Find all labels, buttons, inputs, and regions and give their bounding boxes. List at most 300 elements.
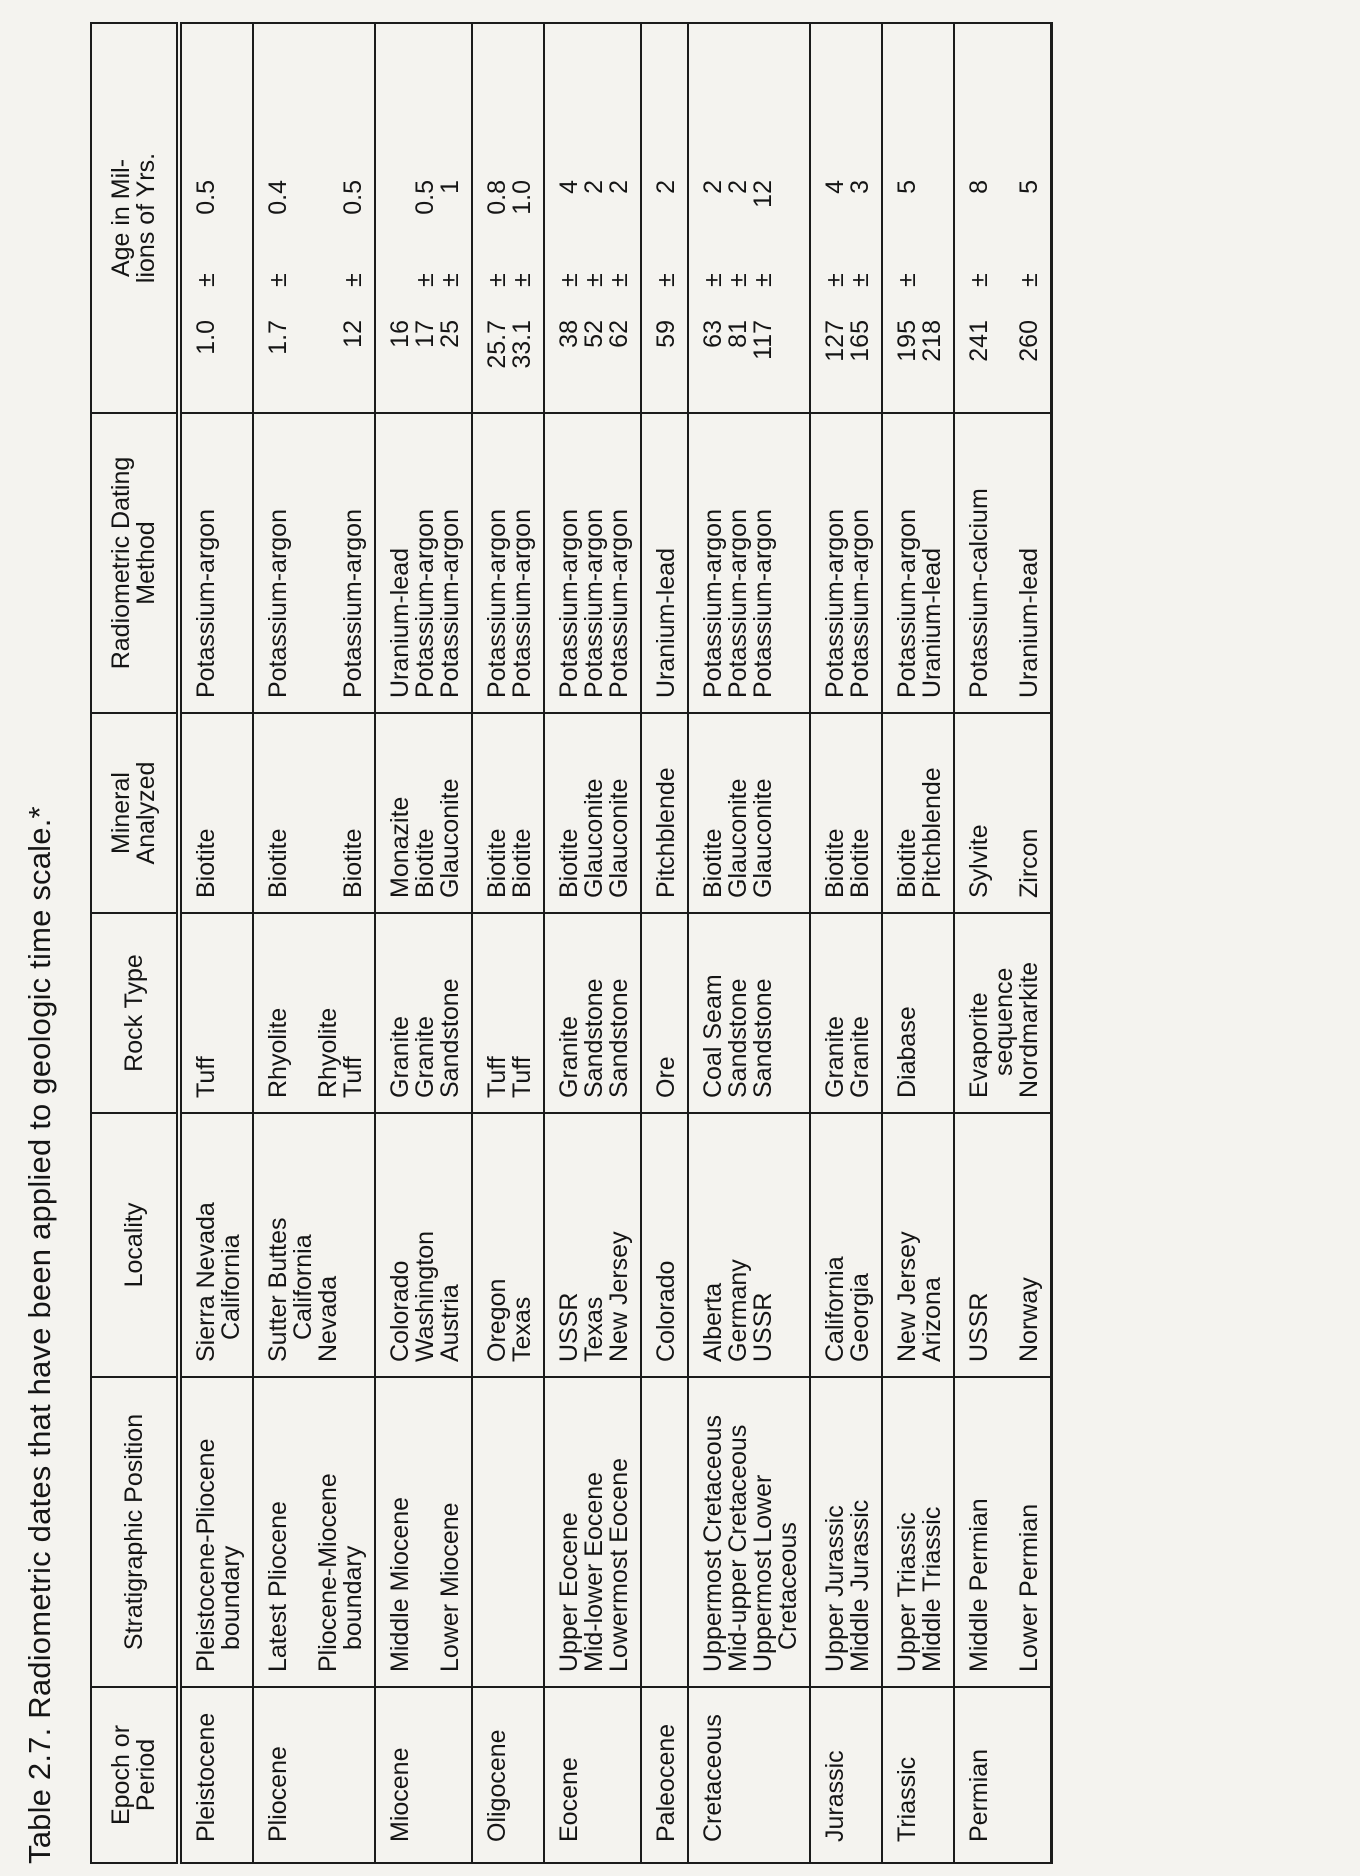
- age-line: [701, 30, 726, 392]
- cell-mineral-line: Glauconite: [605, 778, 633, 898]
- cell-mineral-line: Biotite: [483, 828, 511, 898]
- cell-mineral-line: Glauconite: [580, 778, 608, 898]
- header-text: Age in Mil-: [107, 158, 135, 278]
- cell-locality-line: New Jersey: [893, 1231, 921, 1362]
- cell-method-line: Potassium-argon: [724, 509, 752, 698]
- cell-stratigraphic-position-line: Middle Permian: [965, 1498, 993, 1672]
- cell-method-line: Potassium-calcium: [965, 488, 993, 698]
- header-dating-method: [91, 413, 179, 713]
- age-plus-minus: ±: [1015, 273, 1043, 287]
- cell-method-line: Potassium-argon: [555, 509, 583, 698]
- age-value: 17: [411, 320, 439, 348]
- cell-mineral: [688, 713, 810, 913]
- age-plus-minus: [291, 240, 316, 320]
- cell-rock-type: [544, 913, 641, 1113]
- age-error: 3: [846, 180, 874, 194]
- cell-rock-type-line: Sandstone: [436, 978, 464, 1098]
- cell-mineral-line: Glauconite: [724, 778, 752, 898]
- cell-rock-type-line: Sandstone: [605, 978, 633, 1098]
- cell-epoch: [472, 1687, 544, 1863]
- cell-rock-type-line: Rhyolite: [314, 1007, 342, 1098]
- age-value: 33.1: [508, 320, 536, 369]
- cell-locality-line: Sierra Nevada: [192, 1202, 220, 1362]
- age-value: [291, 320, 316, 392]
- cell-rock-type-line: Sandstone: [580, 978, 608, 1098]
- age-plus-minus: ±: [724, 273, 752, 287]
- cell-rock-type-line: Ore: [652, 1056, 680, 1098]
- age-line: [194, 30, 219, 392]
- age-value: 218: [918, 320, 946, 362]
- age-error: [291, 180, 316, 240]
- cell-stratigraphic-position-line: Upper Triassic: [893, 1512, 921, 1672]
- header-text: Mineral: [107, 772, 135, 854]
- table-row: [688, 23, 810, 1863]
- cell-method-line: Potassium-argon: [699, 509, 727, 698]
- cell-rock-type-line: Granite: [555, 1016, 583, 1098]
- cell-rock-type: [810, 913, 882, 1113]
- cell-stratigraphic-position-line: Lowermost Eocene: [605, 1457, 633, 1672]
- cell-mineral: [472, 713, 544, 913]
- cell-locality-line: California: [289, 1234, 317, 1340]
- table-row: [375, 23, 472, 1863]
- cell-rock-type: [641, 913, 688, 1113]
- header-row: [91, 23, 179, 1863]
- age-plus-minus: ±: [580, 273, 608, 287]
- header-text: lions of Yrs.: [132, 152, 160, 284]
- cell-rock-type: [882, 913, 954, 1113]
- age-value: 241: [965, 320, 993, 362]
- age-line: [485, 30, 510, 392]
- cell-stratigraphic-position-line: Lower Permian: [1015, 1503, 1043, 1672]
- cell-age: [544, 23, 641, 413]
- age-line: [316, 30, 341, 392]
- cell-stratigraphic-position-line: Upper Jurassic: [821, 1505, 849, 1672]
- cell-mineral: [544, 713, 641, 913]
- header-text: Radiometric Dating: [107, 456, 135, 670]
- age-value: 12: [339, 320, 367, 348]
- cell-locality-line: New Jersey: [605, 1231, 633, 1362]
- cell-mineral-line: Pitchblende: [652, 767, 680, 898]
- cell-mineral-line: Monazite: [386, 796, 414, 898]
- cell-rock-type: [688, 913, 810, 1113]
- cell-rock-type-line: sequence: [990, 967, 1018, 1076]
- header-text: Epoch or: [107, 1724, 135, 1826]
- age-line: [895, 30, 920, 392]
- header-age: [91, 23, 179, 413]
- age-value: 63: [699, 320, 727, 348]
- cell-stratigraphic-position: [472, 1377, 544, 1687]
- age-value: [316, 320, 341, 392]
- table-row: [253, 23, 375, 1863]
- cell-mineral-line: [992, 720, 1017, 898]
- age-error: 8: [965, 180, 993, 194]
- cell-mineral-line: Glauconite: [436, 778, 464, 898]
- cell-epoch-line: Pliocene: [264, 1746, 292, 1842]
- cell-mineral-line: [316, 720, 341, 898]
- cell-method-line: Potassium-argon: [580, 509, 608, 698]
- cell-mineral: [179, 713, 253, 913]
- cell-age: [253, 23, 375, 413]
- age-error: 2: [605, 180, 633, 194]
- age-error: 0.5: [339, 180, 367, 215]
- cell-stratigraphic-position-line: Uppermost Lower: [749, 1474, 777, 1672]
- age-line: [848, 30, 873, 392]
- header-mineral-analyzed: [91, 713, 179, 913]
- cell-locality: [810, 1113, 882, 1377]
- cell-mineral-line: Biotite: [846, 828, 874, 898]
- cell-method: [688, 413, 810, 713]
- cell-locality: [375, 1113, 472, 1377]
- age-plus-minus: ±: [965, 273, 993, 287]
- cell-locality-line: Texas: [580, 1296, 608, 1362]
- cell-rock-type-line: Granite: [821, 1016, 849, 1098]
- age-plus-minus: ±: [893, 273, 921, 287]
- header-text: Method: [132, 521, 160, 605]
- cell-method-line: Potassium-argon: [411, 509, 439, 698]
- age-line: [920, 30, 945, 392]
- age-line: [438, 30, 463, 392]
- header-rock-type: [91, 913, 179, 1113]
- cell-mineral-line: Zircon: [1015, 828, 1043, 898]
- age-line: [341, 30, 366, 392]
- cell-mineral: [641, 713, 688, 913]
- cell-method: [253, 413, 375, 713]
- table-row: [641, 23, 688, 1863]
- age-value: 62: [605, 320, 633, 348]
- cell-stratigraphic-position: [375, 1377, 472, 1687]
- age-line: [582, 30, 607, 392]
- cell-stratigraphic-position: [179, 1377, 253, 1687]
- age-error: 4: [821, 180, 849, 194]
- table-row: [179, 23, 253, 1863]
- cell-age: [954, 23, 1052, 413]
- age-error: 0.5: [192, 180, 220, 215]
- cell-method: [375, 413, 472, 713]
- cell-rock-type: [954, 913, 1052, 1113]
- age-plus-minus: [388, 240, 413, 320]
- cell-rock-type-line: Diabase: [893, 1006, 921, 1098]
- header-stratigraphic-position: [91, 1377, 179, 1687]
- cell-rock-type-line: Nordmarkite: [1015, 961, 1043, 1098]
- cell-locality-line: Sutter Buttes: [264, 1217, 292, 1362]
- age-value: 127: [821, 320, 849, 362]
- cell-rock-type-line: Tuff: [483, 1056, 511, 1098]
- cell-stratigraphic-position-line: Middle Triassic: [918, 1506, 946, 1672]
- age-value: 25.7: [483, 320, 511, 369]
- age-line: [388, 30, 413, 392]
- cell-epoch-line: Permian: [965, 1748, 993, 1842]
- age-error: 2: [699, 180, 727, 194]
- cell-epoch: [954, 1687, 1052, 1863]
- cell-locality-line: California: [821, 1256, 849, 1362]
- cell-locality-line: Germany: [724, 1259, 752, 1362]
- cell-method-line: Potassium-argon: [436, 509, 464, 698]
- cell-epoch: [688, 1687, 810, 1863]
- cell-stratigraphic-position: [253, 1377, 375, 1687]
- cell-stratigraphic-position-line: boundary: [339, 1545, 367, 1650]
- cell-method: [641, 413, 688, 713]
- cell-epoch-line: Miocene: [386, 1747, 414, 1842]
- age-line: [823, 30, 848, 392]
- header-text: Analyzed: [132, 761, 160, 865]
- age-line: [557, 30, 582, 392]
- age-line: [967, 30, 992, 392]
- cell-mineral-line: Biotite: [508, 828, 536, 898]
- cell-rock-type-line: Tuff: [508, 1056, 536, 1098]
- cell-epoch: [882, 1687, 954, 1863]
- cell-method-line: Potassium-argon: [192, 509, 220, 698]
- header-epoch: [91, 1687, 179, 1863]
- cell-mineral-line: Biotite: [192, 828, 220, 898]
- cell-method-line: Potassium-argon: [605, 509, 633, 698]
- age-error: [920, 180, 945, 240]
- age-line: [992, 30, 1017, 392]
- cell-method: [810, 413, 882, 713]
- cell-stratigraphic-position-line: Mid-lower Eocene: [580, 1471, 608, 1672]
- age-value: 25: [436, 320, 464, 348]
- age-plus-minus: ±: [605, 273, 633, 287]
- cell-age: [472, 23, 544, 413]
- cell-epoch: [544, 1687, 641, 1863]
- age-error: 2: [652, 180, 680, 194]
- cell-stratigraphic-position-line: [291, 1384, 316, 1672]
- table-row: [472, 23, 544, 1863]
- cell-mineral-line: Pitchblende: [918, 767, 946, 898]
- cell-epoch: [253, 1687, 375, 1863]
- cell-age: [688, 23, 810, 413]
- cell-method-line: [291, 420, 316, 698]
- header-locality: [91, 1113, 179, 1377]
- cell-mineral-line: Biotite: [699, 828, 727, 898]
- header-text: Stratigraphic Position: [119, 1413, 148, 1651]
- cell-epoch-line: Pleistocene: [192, 1712, 220, 1842]
- cell-method-line: Uranium-lead: [1015, 547, 1043, 698]
- cell-method-line: Uranium-lead: [652, 547, 680, 698]
- cell-method-line: Potassium-argon: [508, 509, 536, 698]
- age-value: 1.0: [192, 320, 220, 355]
- cell-stratigraphic-position-line: Uppermost Cretaceous: [699, 1414, 727, 1672]
- age-line: [654, 30, 679, 392]
- cell-method-line: [316, 420, 341, 698]
- table-row: [882, 23, 954, 1863]
- table-row: [954, 23, 1052, 1863]
- age-line: [291, 30, 316, 392]
- cell-stratigraphic-position-line: Middle Jurassic: [846, 1499, 874, 1672]
- cell-epoch-line: Cretaceous: [699, 1714, 727, 1842]
- cell-locality-line: [992, 1120, 1017, 1362]
- cell-epoch: [810, 1687, 882, 1863]
- age-line: [510, 30, 535, 392]
- cell-mineral: [810, 713, 882, 913]
- age-plus-minus: ±: [436, 273, 464, 287]
- cell-locality-line: Oregon: [483, 1278, 511, 1362]
- cell-locality-line: USSR: [555, 1292, 583, 1362]
- cell-rock-type-line: Rhyolite: [264, 1007, 292, 1098]
- cell-locality: [179, 1113, 253, 1377]
- age-line: [1017, 30, 1042, 392]
- age-error: [316, 180, 341, 240]
- cell-locality-line: Colorado: [652, 1260, 680, 1362]
- age-value: [992, 320, 1017, 392]
- cell-mineral-line: Biotite: [555, 828, 583, 898]
- cell-locality-line: Arizona: [918, 1277, 946, 1362]
- age-error: 1.0: [508, 180, 536, 215]
- header-text: Locality: [119, 1202, 148, 1288]
- cell-stratigraphic-position-line: boundary: [217, 1545, 245, 1650]
- age-plus-minus: ±: [192, 273, 220, 287]
- age-plus-minus: [920, 240, 945, 320]
- age-line: [607, 30, 632, 392]
- cell-method-line: Potassium-argon: [821, 509, 849, 698]
- cell-age: [810, 23, 882, 413]
- cell-rock-type-line: Sandstone: [749, 978, 777, 1098]
- cell-stratigraphic-position-line: [992, 1384, 1017, 1672]
- age-error: 5: [1015, 180, 1043, 194]
- age-plus-minus: ±: [821, 273, 849, 287]
- age-plus-minus: ±: [411, 273, 439, 287]
- age-error: [388, 180, 413, 240]
- cell-locality: [641, 1113, 688, 1377]
- cell-age: [641, 23, 688, 413]
- cell-mineral-line: Biotite: [264, 828, 292, 898]
- age-line: [726, 30, 751, 392]
- cell-age: [179, 23, 253, 413]
- age-plus-minus: ±: [508, 273, 536, 287]
- age-plus-minus: [992, 240, 1017, 320]
- age-plus-minus: ±: [555, 273, 583, 287]
- age-plus-minus: ±: [264, 273, 292, 287]
- cell-stratigraphic-position-line: [413, 1384, 438, 1672]
- cell-locality-line: Colorado: [386, 1260, 414, 1362]
- cell-rock-type: [253, 913, 375, 1113]
- cell-locality-line: USSR: [965, 1292, 993, 1362]
- cell-method-line: Uranium-lead: [386, 547, 414, 698]
- age-plus-minus: ±: [652, 273, 680, 287]
- cell-stratigraphic-position: [954, 1377, 1052, 1687]
- cell-rock-type-line: Coal Seam: [699, 974, 727, 1098]
- cell-epoch: [641, 1687, 688, 1863]
- cell-locality-line: Alberta: [699, 1282, 727, 1362]
- cell-epoch-line: Triassic: [893, 1756, 921, 1842]
- cell-locality-line: Austria: [436, 1284, 464, 1362]
- cell-mineral: [253, 713, 375, 913]
- age-value: 260: [1015, 320, 1043, 362]
- age-value: 1.7: [264, 320, 292, 355]
- cell-method-line: [992, 420, 1017, 698]
- age-error: 5: [893, 180, 921, 194]
- age-line: [751, 30, 776, 392]
- cell-locality: [882, 1113, 954, 1377]
- cell-rock-type: [375, 913, 472, 1113]
- cell-epoch: [375, 1687, 472, 1863]
- cell-stratigraphic-position: [641, 1377, 688, 1687]
- cell-locality-line: California: [217, 1234, 245, 1340]
- cell-method-line: Potassium-argon: [893, 509, 921, 698]
- cell-stratigraphic-position-line: Mid-upper Cretaceous: [724, 1424, 752, 1672]
- cell-rock-type-line: [291, 920, 316, 1098]
- cell-rock-type-line: Granite: [411, 1016, 439, 1098]
- age-value: 81: [724, 320, 752, 348]
- cell-method-line: Potassium-argon: [264, 509, 292, 698]
- cell-epoch-line: Eocene: [555, 1757, 583, 1842]
- age-error: 0.4: [264, 180, 292, 215]
- cell-mineral-line: Biotite: [411, 828, 439, 898]
- cell-mineral-line: Biotite: [821, 828, 849, 898]
- age-value: 117: [749, 320, 777, 360]
- age-value: 165: [846, 320, 874, 362]
- cell-rock-type: [179, 913, 253, 1113]
- cell-rock-type-line: Sandstone: [724, 978, 752, 1098]
- age-error: 2: [580, 180, 608, 194]
- header-text: Period: [132, 1738, 160, 1812]
- cell-stratigraphic-position-line: Pleistocene-Pliocene: [192, 1438, 220, 1672]
- age-error: [992, 180, 1017, 240]
- age-plus-minus: [316, 240, 341, 320]
- cell-epoch-line: Paleocene: [652, 1723, 680, 1842]
- header-text: Rock Type: [119, 954, 148, 1072]
- cell-locality-line: Georgia: [846, 1273, 874, 1362]
- cell-locality-line: Nevada: [314, 1275, 342, 1362]
- cell-stratigraphic-position: [688, 1377, 810, 1687]
- age-plus-minus: ±: [699, 273, 727, 287]
- cell-stratigraphic-position-line: Pliocene-Miocene: [314, 1473, 342, 1672]
- cell-locality: [544, 1113, 641, 1377]
- cell-locality-line: USSR: [749, 1292, 777, 1362]
- cell-mineral: [954, 713, 1052, 913]
- age-plus-minus: ±: [339, 273, 367, 287]
- cell-method-line: Potassium-argon: [483, 509, 511, 698]
- cell-locality-line: Norway: [1015, 1277, 1043, 1362]
- cell-stratigraphic-position: [810, 1377, 882, 1687]
- table-row: [544, 23, 641, 1863]
- cell-locality: [954, 1113, 1052, 1377]
- cell-stratigraphic-position-line: Lower Miocene: [436, 1502, 464, 1672]
- age-value: 59: [652, 320, 680, 348]
- cell-stratigraphic-position-line: Cretaceous: [774, 1522, 802, 1650]
- age-plus-minus: ±: [846, 273, 874, 287]
- table-row: [810, 23, 882, 1863]
- cell-locality-line: Washington: [411, 1230, 439, 1362]
- cell-rock-type: [472, 913, 544, 1113]
- cell-age: [882, 23, 954, 413]
- age-value: 38: [555, 320, 583, 348]
- cell-rock-type-line: Granite: [386, 1016, 414, 1098]
- cell-stratigraphic-position-line: Middle Miocene: [386, 1496, 414, 1672]
- cell-method: [882, 413, 954, 713]
- cell-method-line: Potassium-argon: [339, 509, 367, 698]
- cell-stratigraphic-position-line: Upper Eocene: [555, 1512, 583, 1672]
- cell-mineral-line: Sylvite: [965, 824, 993, 898]
- cell-rock-type-line: Tuff: [192, 1056, 220, 1098]
- age-line: [413, 30, 438, 392]
- cell-locality-line: Texas: [508, 1296, 536, 1362]
- cell-epoch-line: Oligocene: [483, 1729, 511, 1842]
- cell-rock-type-line: Granite: [846, 1016, 874, 1098]
- cell-rock-type-line: Evaporite: [965, 992, 993, 1098]
- cell-mineral-line: Biotite: [893, 828, 921, 898]
- cell-method: [954, 413, 1052, 713]
- cell-method: [472, 413, 544, 713]
- radiometric-dates-table: [90, 22, 1053, 1864]
- age-error: 2: [724, 180, 752, 194]
- cell-mineral-line: [291, 720, 316, 898]
- cell-mineral: [882, 713, 954, 913]
- cell-method: [179, 413, 253, 713]
- cell-locality: [688, 1113, 810, 1377]
- cell-mineral: [375, 713, 472, 913]
- cell-epoch: [179, 1687, 253, 1863]
- cell-method-line: Uranium-lead: [918, 547, 946, 698]
